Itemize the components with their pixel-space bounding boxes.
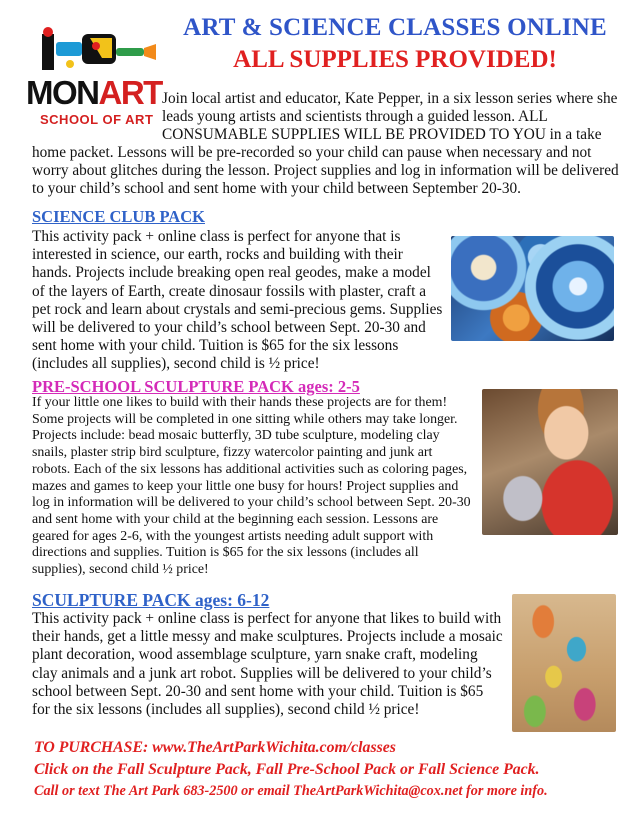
paintbrush-palette-icon — [26, 24, 160, 80]
purchase-instructions: Click on the Fall Sculpture Pack, Fall Pre-School Pack or Fall Science Pack. — [34, 761, 540, 778]
intro-paragraph-bottom: home packet. Lessons will be pre-recorded so your child can pause when necessary and not worry about glitches during the lesson. Project supplies and log in information will be delivered to your child’s school and sent home with your child between September 20-30. — [32, 144, 619, 198]
child-crafting-photo — [482, 389, 618, 535]
purchase-line: TO PURCHASE: www.TheArtParkWichita.com/classes — [34, 739, 396, 756]
science-club-heading: SCIENCE CLUB PACK — [32, 207, 205, 226]
page-title: ART & SCIENCE CLASSES ONLINE — [183, 14, 607, 41]
sculpture-pack-description: This activity pack + online class is perfect for anyone that likes to build with their hands, get a little messy and make sculptures. Projects include a mosaic plant decoration, wood assemblage sculpture, yarn snake craft, modeling clay animals and a junk art robot. Supplies will be delivered to your child’s school between Sept. 20-30 and sent home with your child. Tuition is $65 for the six lessons (includes all supplies), second child ½ price! — [32, 610, 503, 719]
preschool-pack-heading: PRE-SCHOOL SCULPTURE PACK ages: 2-5 — [32, 377, 360, 396]
science-club-description: This activity pack + online class is perfect for anyone that is interested in science, our earth, rocks and building with their hands. Projects include breaking open real geodes, make a model of the layers of Earth, create dinosaur fossils with plaster, craft a pet rock and learn about crystals and semi-precious gems. Supplies will be delivered to your child’s school between Sept. 20-30 and sent home with your child. Tuition is $65 for the six lessons (includes all supplies), second child is ½ price! — [32, 228, 443, 373]
logo-art-text: ART — [98, 74, 162, 111]
monart-logo — [26, 24, 160, 134]
page-subtitle: ALL SUPPLIES PROVIDED! — [233, 46, 557, 73]
logo-subtitle: SCHOOL OF ART — [40, 112, 154, 127]
yarn-snakes-photo — [512, 594, 616, 732]
preschool-pack-description: If your little one likes to build with their hands these projects are for them! Some projects will be completed in one sitting while others may take longer. Projects include: bead mosaic butterfly, 3D tube sculpture, modeling clay snails, plaster strip bird sculpture, fizzy watercolor painting and junk art robots. Each of the six lessons has additional activities such as coloring pages, mazes and games to keep your little one busy for hours! Project supplies and log in information will be delivered to your child’s school between Sept. 20-30 and sent home with your child at the beginning each session. Lessons are geared for ages 2-6, with the youngest artists needing adult support with directions and supplies. Tuition is $65 for the six lessons (includes all supplies), second child ½ price! — [32, 395, 471, 578]
sculpture-pack-heading: SCULPTURE PACK ages: 6-12 — [32, 590, 270, 610]
contact-info: Call or text The Art Park 683-2500 or email TheArtParkWichita@cox.net for more info. — [34, 783, 548, 799]
intro-paragraph-top: Join local artist and educator, Kate Pepper, in a six lesson series where she leads young artists and scientists through a guided lesson. ALL CONSUMABLE SUPPLIES WILL BE PROVIDED TO YOU in a take — [162, 90, 618, 144]
logo-wordmark — [26, 76, 160, 110]
geode-photo — [451, 236, 614, 341]
logo-mon-text: MON — [26, 74, 99, 111]
